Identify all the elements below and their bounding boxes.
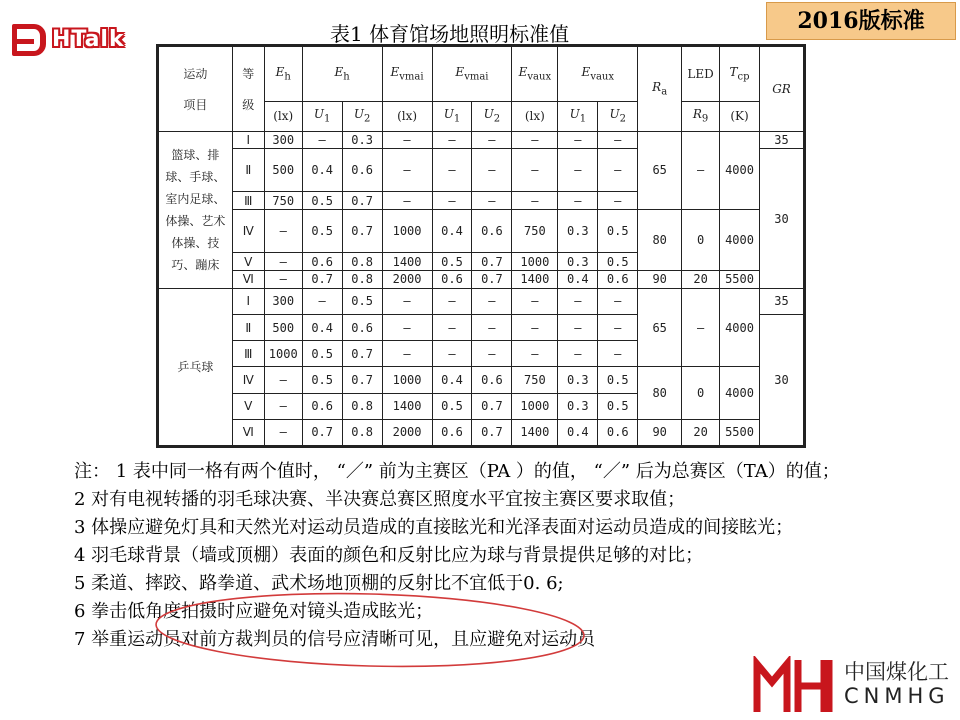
table-row: [159, 131, 804, 149]
group2-ra-cell: 65: [638, 288, 682, 367]
group2-evmai-cell: —: [382, 288, 432, 314]
group2-eh-u1-cell: 0.4: [302, 314, 342, 340]
group1-eh-cell: —: [264, 210, 302, 253]
header-evaux-unit: $E_{vaux}$: [512, 47, 558, 102]
group2-eh-cell: 500: [264, 314, 302, 340]
group1-eh-cell: —: [264, 270, 302, 288]
group2-eh-u1-cell: —: [302, 288, 342, 314]
group1-evmai-cell: 1000: [382, 210, 432, 253]
group2-sport-name: 乒乓球: [159, 288, 233, 445]
group1-eh-u1-cell: 0.7: [302, 270, 342, 288]
group1-eh-u1-cell: 0.4: [302, 149, 342, 192]
group1-grade-cell: Ⅰ: [232, 131, 264, 149]
group2-evaux-cell: 750: [512, 367, 558, 393]
group2-evmai-u2-cell: 0.7: [472, 393, 512, 419]
group2-evmai-cell: —: [382, 341, 432, 367]
group2-evaux-u1-cell: —: [558, 314, 598, 340]
group2-eh-cell: —: [264, 367, 302, 393]
group1-evmai-cell: 2000: [382, 270, 432, 288]
group1-grade-cell: Ⅵ: [232, 270, 264, 288]
group1-evmai-u2-cell: —: [472, 131, 512, 149]
group2-grade-cell: Ⅴ: [232, 393, 264, 419]
group2-grade-cell: Ⅰ: [232, 288, 264, 314]
group2-eh-cell: —: [264, 419, 302, 445]
group2-evaux-u2-cell: —: [598, 314, 638, 340]
group2-eh-cell: 1000: [264, 341, 302, 367]
note-5: 5 柔道、摔跤、路拳道、武术场地顶棚的反射比不宜低于0. 6;: [74, 573, 564, 594]
group1-grade-cell: Ⅲ: [232, 192, 264, 210]
page-title: 表1 体育馆场地照明标准值: [330, 22, 570, 46]
standard-badge: 2016版标准: [766, 2, 956, 40]
group1-evmai-cell: —: [382, 149, 432, 192]
group2-evaux-u1-cell: 0.4: [558, 419, 598, 445]
group1-led-cell: 0: [682, 210, 720, 271]
group2-evaux-cell: 1400: [512, 419, 558, 445]
group1-evmai-u1-cell: 0.6: [432, 270, 472, 288]
group1-evaux-cell: —: [512, 149, 558, 192]
header-gr: GR: [760, 47, 804, 132]
header-evmai-u2: $U_2$: [472, 101, 512, 131]
group2-grade-cell: Ⅳ: [232, 367, 264, 393]
group2-evaux-cell: —: [512, 288, 558, 314]
sport-line: 体操、艺术: [165, 213, 226, 228]
group1-eh-cell: 500: [264, 149, 302, 192]
group2-tcp-cell: 4000: [720, 367, 760, 419]
group1-evmai-cell: —: [382, 192, 432, 210]
group2-evmai-u1-cell: 0.6: [432, 419, 472, 445]
group2-led-cell: 20: [682, 419, 720, 445]
brand-en-name: CNMHG: [844, 684, 950, 708]
note-1: 注： 1 表中同一格有两个值时， “／” 前为主赛区（PA ）的值， “／” 后为总赛区（TA）的值；: [74, 461, 840, 482]
bhtalk-logo: [8, 18, 158, 62]
group2-evmai-cell: 2000: [382, 419, 432, 445]
group2-evaux-u1-cell: —: [558, 341, 598, 367]
header-evaux-u2: $U_2$: [598, 101, 638, 131]
group2-evaux-cell: 1000: [512, 393, 558, 419]
group1-grade-cell: Ⅴ: [232, 253, 264, 271]
header-lx: (lx): [512, 101, 558, 131]
group2-gr-cell: 30: [760, 314, 804, 445]
group2-eh-u2-cell: 0.8: [342, 393, 382, 419]
group1-evaux-cell: —: [512, 131, 558, 149]
group1-tcp-cell: 4000: [720, 210, 760, 271]
group2-evaux-u2-cell: 0.5: [598, 393, 638, 419]
group2-evaux-u1-cell: 0.3: [558, 367, 598, 393]
group2-evmai-u1-cell: —: [432, 288, 472, 314]
sport-line: 球、手球、: [165, 169, 226, 184]
group1-ra-cell: 90: [638, 270, 682, 288]
group1-evaux-u1-cell: 0.4: [558, 270, 598, 288]
group1-evmai-u1-cell: 0.5: [432, 253, 472, 271]
header-tcp: $T_{cp}$: [720, 47, 760, 102]
group1-evaux-u1-cell: —: [558, 131, 598, 149]
group2-ra-cell: 80: [638, 367, 682, 419]
group1-eh-cell: 750: [264, 192, 302, 210]
header-evaux: $E_{vaux}$: [558, 47, 638, 102]
header-evmai-u1: $U_1$: [432, 101, 472, 131]
sport-line: 巧、蹦床: [171, 257, 220, 272]
header-evmai: $E_{vmai}$: [432, 47, 512, 102]
logo-text: HTalk: [52, 27, 125, 52]
group2-evaux-u2-cell: 0.6: [598, 419, 638, 445]
group1-eh-u2-cell: 0.8: [342, 253, 382, 271]
group2-evaux-u2-cell: —: [598, 341, 638, 367]
group2-evaux-cell: —: [512, 341, 558, 367]
group1-tcp-cell: 5500: [720, 270, 760, 288]
group2-eh-u2-cell: 0.7: [342, 341, 382, 367]
header-ra: $R_a$: [638, 47, 682, 132]
sport-line: 篮球、排: [171, 147, 220, 162]
table-row: [159, 367, 804, 393]
group2-eh-u2-cell: 0.6: [342, 314, 382, 340]
group1-evmai-u1-cell: —: [432, 149, 472, 192]
group2-evaux-cell: —: [512, 314, 558, 340]
header-eh: $E_h$: [302, 47, 382, 102]
group1-grade-cell: Ⅱ: [232, 149, 264, 192]
group1-led-cell: —: [682, 131, 720, 210]
group1-evaux-u1-cell: 0.3: [558, 253, 598, 271]
group1-evaux-u2-cell: —: [598, 192, 638, 210]
header-lx: (lx): [264, 101, 302, 131]
group1-eh-cell: —: [264, 253, 302, 271]
group1-evmai-u2-cell: —: [472, 149, 512, 192]
group1-evaux-u2-cell: —: [598, 131, 638, 149]
header-kelvin: (K): [720, 101, 760, 131]
group1-evaux-u2-cell: —: [598, 149, 638, 192]
group2-eh-u2-cell: 0.7: [342, 367, 382, 393]
cnmhg-mark-icon: [752, 656, 836, 714]
group1-evaux-cell: 1000: [512, 253, 558, 271]
group1-ra-cell: 80: [638, 210, 682, 271]
group2-grade-cell: Ⅵ: [232, 419, 264, 445]
group1-evmai-u2-cell: 0.7: [472, 253, 512, 271]
table-row: [159, 419, 804, 445]
group1-gr-cell: 30: [760, 149, 804, 289]
group1-evaux-cell: —: [512, 192, 558, 210]
header-lx: (lx): [382, 101, 432, 131]
group2-evmai-cell: —: [382, 314, 432, 340]
group1-eh-u1-cell: 0.5: [302, 210, 342, 253]
note-3: 3 体操应避免灯具和天然光对运动员造成的直接眩光和光泽表面对运动员造成的间接眩光；: [74, 517, 794, 538]
header-r9: $R_9$: [682, 101, 720, 131]
header-eh-unit: $E_h$: [264, 47, 302, 102]
notes-section: [74, 458, 914, 654]
group1-eh-u1-cell: —: [302, 131, 342, 149]
group1-eh-cell: 300: [264, 131, 302, 149]
note-6: 6 拳击低角度拍摄时应避免对镜头造成眩光；: [74, 601, 434, 622]
group1-evmai-u2-cell: —: [472, 192, 512, 210]
group2-gr-cell: 35: [760, 288, 804, 314]
group1-eh-u1-cell: 0.6: [302, 253, 342, 271]
header-sport: 运动 项目: [159, 47, 233, 132]
group2-evmai-cell: 1400: [382, 393, 432, 419]
group1-evmai-cell: 1400: [382, 253, 432, 271]
group2-eh-u1-cell: 0.6: [302, 393, 342, 419]
group2-led-cell: 0: [682, 367, 720, 419]
group1-led-cell: 20: [682, 270, 720, 288]
group1-eh-u2-cell: 0.7: [342, 192, 382, 210]
group2-evaux-u1-cell: 0.3: [558, 393, 598, 419]
group2-evmai-u1-cell: —: [432, 314, 472, 340]
group2-tcp-cell: 4000: [720, 288, 760, 367]
header-eh-u1: $U_1$: [302, 101, 342, 131]
group2-ra-cell: 90: [638, 419, 682, 445]
sport-line: 室内足球、: [165, 191, 226, 206]
group2-grade-cell: Ⅱ: [232, 314, 264, 340]
group2-eh-u1-cell: 0.5: [302, 341, 342, 367]
group2-evmai-u1-cell: 0.4: [432, 367, 472, 393]
group1-evaux-cell: 1400: [512, 270, 558, 288]
group2-led-cell: —: [682, 288, 720, 367]
group2-evmai-u2-cell: —: [472, 288, 512, 314]
group1-eh-u1-cell: 0.5: [302, 192, 342, 210]
note-4: 4 羽毛球背景（墙或顶棚）表面的颜色和反射比应为球与背景提供足够的对比；: [74, 545, 704, 566]
header-led: LED: [682, 47, 720, 102]
group1-eh-u2-cell: 0.8: [342, 270, 382, 288]
group1-gr-cell: 35: [760, 131, 804, 149]
group1-eh-u2-cell: 0.3: [342, 131, 382, 149]
header-evmai-unit: $E_{vmai}$: [382, 47, 432, 102]
group2-tcp-cell: 5500: [720, 419, 760, 445]
header-evaux-u1: $U_1$: [558, 101, 598, 131]
group2-evmai-cell: 1000: [382, 367, 432, 393]
note-2: 2 对有电视转播的羽毛球决赛、半决赛总赛区照度水平宜按主赛区要求取值；: [74, 489, 686, 510]
sport-line: 体操、技: [171, 235, 220, 250]
group1-evmai-u2-cell: 0.7: [472, 270, 512, 288]
table-row: [159, 210, 804, 253]
group2-evmai-u2-cell: 0.6: [472, 367, 512, 393]
group1-eh-u2-cell: 0.7: [342, 210, 382, 253]
group2-eh-u2-cell: 0.5: [342, 288, 382, 314]
group1-evaux-u2-cell: 0.5: [598, 210, 638, 253]
group2-eh-cell: —: [264, 393, 302, 419]
group1-evaux-cell: 750: [512, 210, 558, 253]
header-eh-u2: $U_2$: [342, 101, 382, 131]
note-7: 7 举重运动员对前方裁判员的信号应清晰可见，且应避免对运动员: [74, 629, 596, 650]
group2-evaux-u1-cell: —: [558, 288, 598, 314]
group2-evaux-u2-cell: —: [598, 288, 638, 314]
logo-b-mark: [12, 24, 46, 56]
group1-evmai-cell: —: [382, 131, 432, 149]
group1-evaux-u1-cell: 0.3: [558, 210, 598, 253]
group1-evmai-u1-cell: —: [432, 192, 472, 210]
group2-evaux-u2-cell: 0.5: [598, 367, 638, 393]
lighting-standard-table: [158, 46, 804, 446]
table-row: [159, 270, 804, 288]
group2-evmai-u2-cell: 0.7: [472, 419, 512, 445]
table-row: [159, 288, 804, 314]
group1-evaux-u2-cell: 0.6: [598, 270, 638, 288]
group1-tcp-cell: 4000: [720, 131, 760, 210]
group1-evmai-u1-cell: 0.4: [432, 210, 472, 253]
brand-cn-name: 中国煤化工: [844, 660, 949, 684]
cnmhg-logo: [752, 652, 958, 718]
group1-evmai-u1-cell: —: [432, 131, 472, 149]
group1-evaux-u1-cell: —: [558, 149, 598, 192]
group2-eh-u1-cell: 0.7: [302, 419, 342, 445]
group2-evmai-u2-cell: —: [472, 341, 512, 367]
group2-evmai-u2-cell: —: [472, 314, 512, 340]
group1-evaux-u2-cell: 0.5: [598, 253, 638, 271]
group1-evmai-u2-cell: 0.6: [472, 210, 512, 253]
group2-eh-u2-cell: 0.8: [342, 419, 382, 445]
group2-evmai-u1-cell: —: [432, 341, 472, 367]
group1-sport-name: [159, 131, 233, 288]
header-grade: 等 级: [232, 47, 264, 132]
group2-eh-u1-cell: 0.5: [302, 367, 342, 393]
group2-grade-cell: Ⅲ: [232, 341, 264, 367]
group1-eh-u2-cell: 0.6: [342, 149, 382, 192]
group2-evmai-u1-cell: 0.5: [432, 393, 472, 419]
group1-ra-cell: 65: [638, 131, 682, 210]
group1-evaux-u1-cell: —: [558, 192, 598, 210]
group1-grade-cell: Ⅳ: [232, 210, 264, 253]
group2-eh-cell: 300: [264, 288, 302, 314]
